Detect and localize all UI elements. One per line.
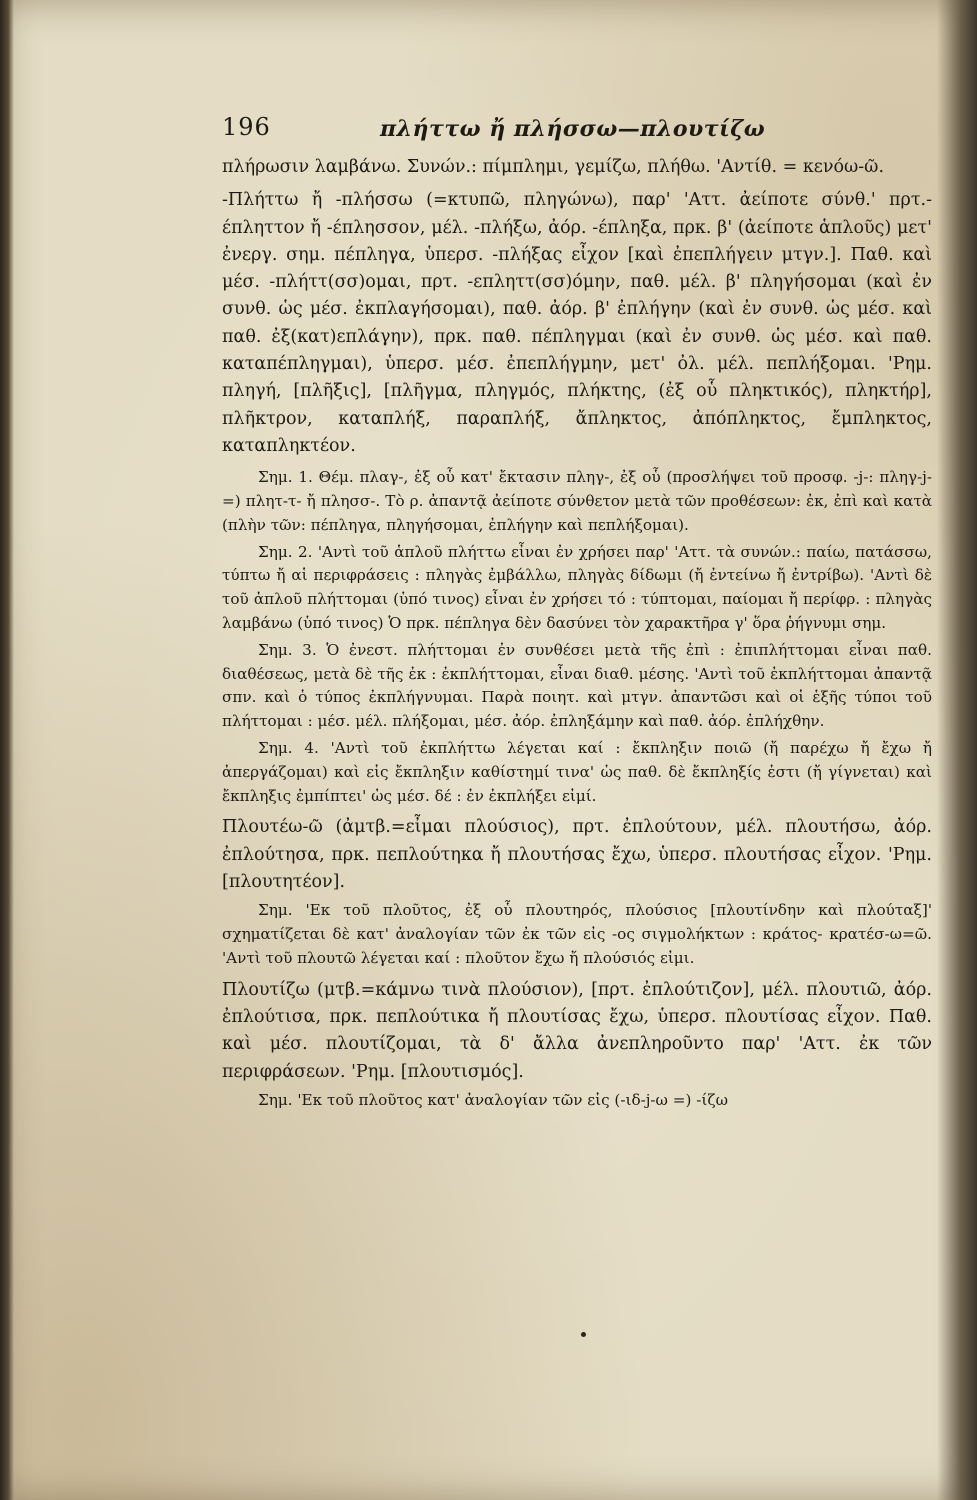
page-content xyxy=(222,110,932,1113)
entry-ploutizo: Πλουτίζω (μτβ.=κάμνω τινὰ πλούσιον), [πρτ. ἐπλούτιζον], μέλ. πλουτιῶ, ἀόρ. ἐπλούτισα, πρκ. πεπλούτικα ἤ πλουτίσας ἔχω, ὑπερσ. πλουτίσας εἶχον. Παθ. καὶ μέσ. πλουτίζομαι, τὰ δ' ἄλλα ἀνεπληροῦντο παρ' 'Αττ. ἐκ τῶν περιφράσεων. 'Ρημ. [πλουτισμός]. xyxy=(222,979,932,1082)
note-ploutizo: Σημ. 'Εκ τοῦ πλοῦτος κατ' ἀναλογίαν τῶν εἰς (-ιδ-j-ω =) -ίζω xyxy=(258,1090,728,1109)
running-title: πλήττω ἤ πλήσσω—πλουτίζω xyxy=(380,116,766,142)
page-left-edge xyxy=(0,0,14,1500)
note-plouteo: Σημ. 'Εκ τοῦ πλοῦτος, ἐξ οὗ πλουτηρός, πλούσιος [πλουτίνδην καὶ πλούταξ]' σχηματίζεται δὲ κατ' ἀναλογίαν τῶν ἐκ τῶν εἰς -ος σιγμολήκτων : κράτος- κρατέσ-ω=ῶ. 'Αντὶ τοῦ πλουτῶ λέγεται καί : πλοῦτον ἔχω ἤ πλούσιός εἰμι. xyxy=(222,901,932,967)
continuation-paragraph: πλήρωσιν λαμβάνω. Συνών.: πίμπλημι, γεμίζω, πλήθω. 'Αντίθ. = κενόω-ῶ. xyxy=(222,157,885,177)
note-4: Σημ. 4. 'Αντὶ τοῦ ἐκπλήττω λέγεται καί : ἔκπληξιν ποιῶ (ἤ παρέχω ἤ ἔχω ἤ ἀπεργάζομαι) καὶ εἰς ἔκπληξιν καθίστημί τινα' ὡς παθ. δὲ ἔκπληξίς ἐστι (ἤ γίγνεται) καὶ ἔκπληξις ἐμπίπτει' ὡς μέσ. δέ : ἐν ἐκπλήξει εἰμί. xyxy=(222,739,932,805)
note-2: Σημ. 2. 'Αντὶ τοῦ ἁπλοῦ πλήττω εἶναι ἐν χρήσει παρ' 'Αττ. τὰ συνών.: παίω, πατάσσω, τύπτω ἤ αἱ περιφράσεις : πληγὰς ἐμβάλλω, πληγὰς δίδωμι (ἤ ἐντείνω ἤ ἐντρίβω). 'Αντὶ δὲ τοῦ ἁπλοῦ πλήττομαι (ὑπό τινος) εἶναι ἐν χρήσει τό : τύπτομαι, παίομαι ἤ περίφρ. : πληγὰς λαμβάνω (ὑπό τινος) Ὁ πρκ. πέπληγα δὲν δασύνει τὸν χαρακτῆρα γ' ὅρα ῥήγνυμι σημ. xyxy=(222,542,932,633)
entry-plitto: -Πλήττω ἤ -πλήσσω (=κτυπῶ, πληγώνω), παρ' 'Αττ. ἀείποτε σύνθ.' πρτ.-έπληττον ἤ -έπλησσον, μέλ. -πλήξω, ἀόρ. -έπληξα, πρκ. β' (ἀείποτε ἁπλοῦς) μετ' ἐνεργ. σημ. πέπληγα, ὑπερσ. -πλήξας εἶχον [καὶ ἐπεπλήγειν μτγν.]. Παθ. καὶ μέσ. -πλήττ(σσ)ομαι, πρτ. -επληττ(σσ)όμην, παθ. μέλ. β' πληγήσομαι (καὶ ἐν συνθ. ὡς μέσ. ἐκπλαγήσομαι), παθ. ἀόρ. β' ἐπλήγην (καὶ ἐν συνθ. ὡς μέσ. καὶ παθ. ἐξ(κατ)επλάγην), πρκ. παθ. πέπληγμαι (καὶ ἐν συνθ. ὡς μέσ. καὶ παθ. καταπέπληγμαι), ὑπερσ. μέσ. ἐπεπλήγμην, μετ' ὀλ. μέλ. πεπλήξομαι. 'Ρημ. πληγή, [πλῆξις], [πλῆγμα, πληγμός, πλήκτης, (ἐξ οὗ πληκτικός), πληκτήρ], πλῆκτρον, καταπλήξ, παραπλήξ, ἄπληκτος, ἀπόπληκτος, ἔμπληκτος, καταπληκτέον. xyxy=(222,190,932,456)
entry-plouteo: Πλουτέω-ῶ (ἀμτβ.=εἶμαι πλούσιος), πρτ. ἐπλούτουν, μέλ. πλουτήσω, ἀόρ. ἐπλούτησα, πρκ. πεπλούτηκα ἤ πλουτήσας ἔχω, ὑπερσ. πλουτήσας εἶχον. 'Ρημ. [πλουτητέον]. xyxy=(222,817,932,893)
ink-spot xyxy=(581,1332,586,1337)
page-right-edge xyxy=(937,0,977,1500)
note-3: Σημ. 3. Ὁ ἐνεστ. πλήττομαι ἐν συνθέσει μετὰ τῆς ἐπὶ : ἐπιπλήττομαι εἶναι παθ. διαθέσεως, μετὰ δὲ τῆς ἐκ : ἐκπλήττομαι, εἶναι διαθ. μέσης. 'Αντὶ τοῦ ἐκπλήττομαι ἀπαντᾷ σπν. καὶ ὁ τύπος ἐκπλήγνυμαι. Παρὰ ποιητ. καὶ μτγν. ἀπαντῶσι καὶ οἱ ἑξῆς τύποι τοῦ πλήττομαι : μέσ. μέλ. πλήξομαι, μέσ. ἀόρ. ἐπληξάμην καὶ παθ. ἀόρ. ἐπλήχθην. xyxy=(222,640,932,731)
note-1: Σημ. 1. Θέμ. πλαγ-, ἐξ οὗ κατ' ἔκτασιν πληγ-, ἐξ οὗ (προσλήψει τοῦ προσφ. -j-: πληγ-j-=) πλητ-τ- ἤ πλησσ-. Τὸ ρ. ἀπαντᾷ ἀείποτε σύνθετον μετὰ τῶν προθέσεων: ἐκ, ἐπὶ καὶ κατὰ (πλὴν τῶν: πέπληγα, πληγήσομαι, ἐπλήγην καὶ πεπλήξομαι). xyxy=(222,468,932,534)
page-number: 196 xyxy=(222,113,271,141)
page-header xyxy=(222,110,932,154)
